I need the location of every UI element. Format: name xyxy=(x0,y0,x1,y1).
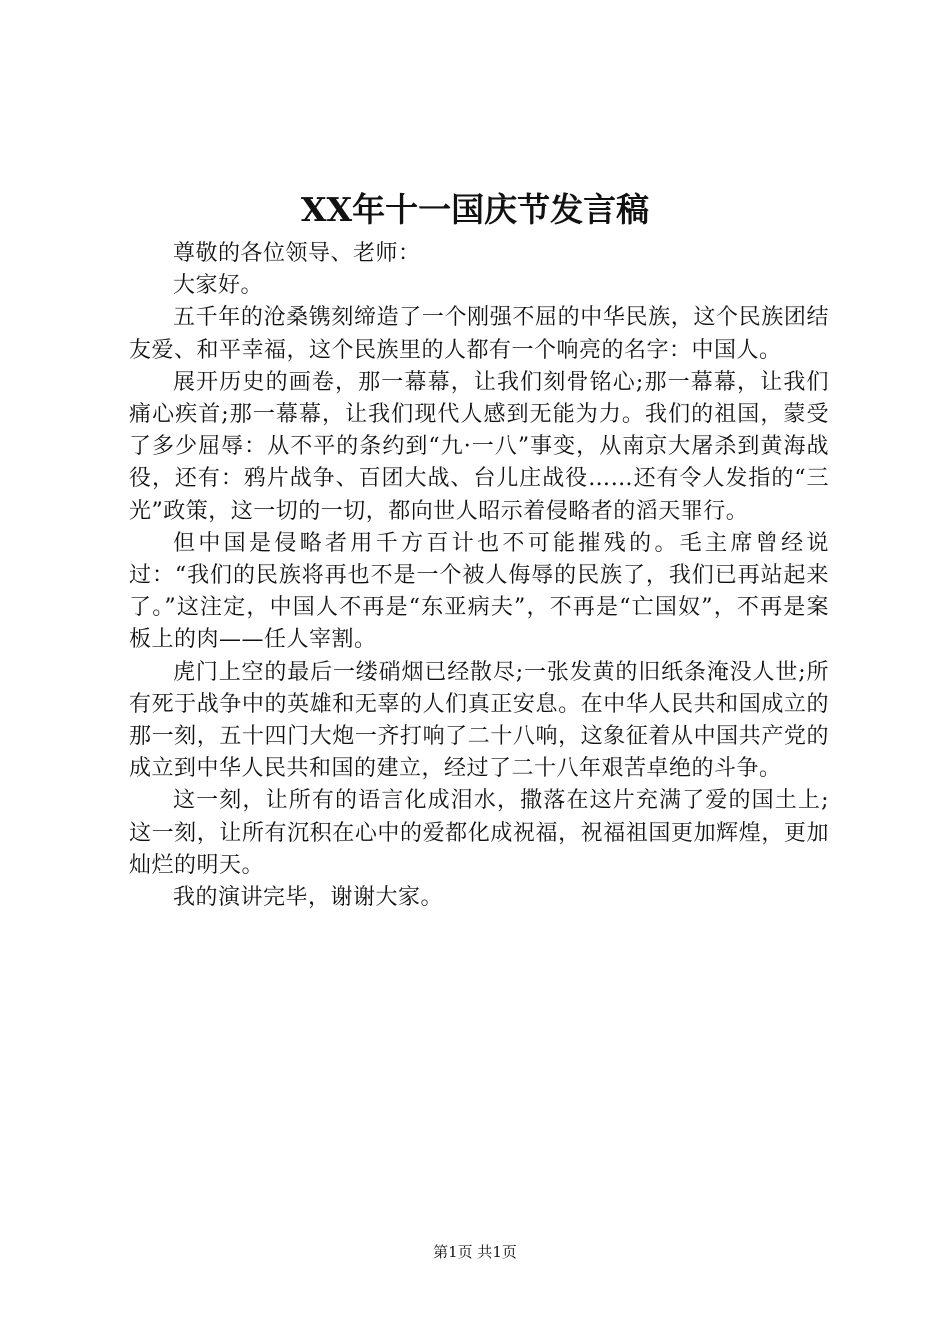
document-body xyxy=(129,238,829,914)
page-number-footer: 第1页 共1页 xyxy=(433,1243,517,1261)
page-title: XX年十一国庆节发言稿 xyxy=(300,190,650,229)
greeting-paragraph: 大家好。 xyxy=(173,273,264,299)
body-paragraph: 虎门上空的最后一缕硝烟已经散尽;一张发黄的旧纸条淹没人世;所有死于战争中的英雄和无辜的人们真正安息。在中华人民共和国成立的那一刻，五十四门大炮一齐打响了二十八响，这象征着从中国共产党的成立到中华人民共和国的建立，经过了二十八年艰苦卓绝的斗争。 xyxy=(129,659,829,782)
body-paragraph: 展开历史的画卷，那一幕幕，让我们刻骨铭心;那一幕幕，让我们痛心疾首;那一幕幕，让我们现代人感到无能为力。我们的祖国，蒙受了多少屈辱：从不平的条约到“九·一八”事变，从南京大屠杀到黄海战役，还有：鸦片战争、百团大战、台儿庄战役……还有令人发指的“三光”政策，这一切的一切，都向世人昭示着侵略者的滔天罪行。 xyxy=(129,369,829,524)
body-paragraph: 五千年的沧桑镌刻缔造了一个刚强不屈的中华民族，这个民族团结友爱、和平幸福，这个民族里的人都有一个响亮的名字：中国人。 xyxy=(129,305,829,363)
closing-paragraph: 我的演讲完毕，谢谢大家。 xyxy=(173,885,444,911)
body-paragraph: 这一刻，让所有的语言化成泪水，撒落在这片充满了爱的国土上;这一刻，让所有沉积在心中的爱都化成祝福，祝福祖国更加辉煌，更加灿烂的明天。 xyxy=(129,788,829,878)
body-paragraph: 但中国是侵略者用千方百计也不可能摧残的。毛主席曾经说过：“我们的民族将再也不是一个被人侮辱的民族了，我们已再站起来了。”这注定，中国人不再是“东亚病夫”，不再是“亡国奴”，不再是案板上的肉——任人宰割。 xyxy=(129,530,829,653)
salutation-paragraph: 尊敬的各位领导、老师： xyxy=(173,241,421,266)
